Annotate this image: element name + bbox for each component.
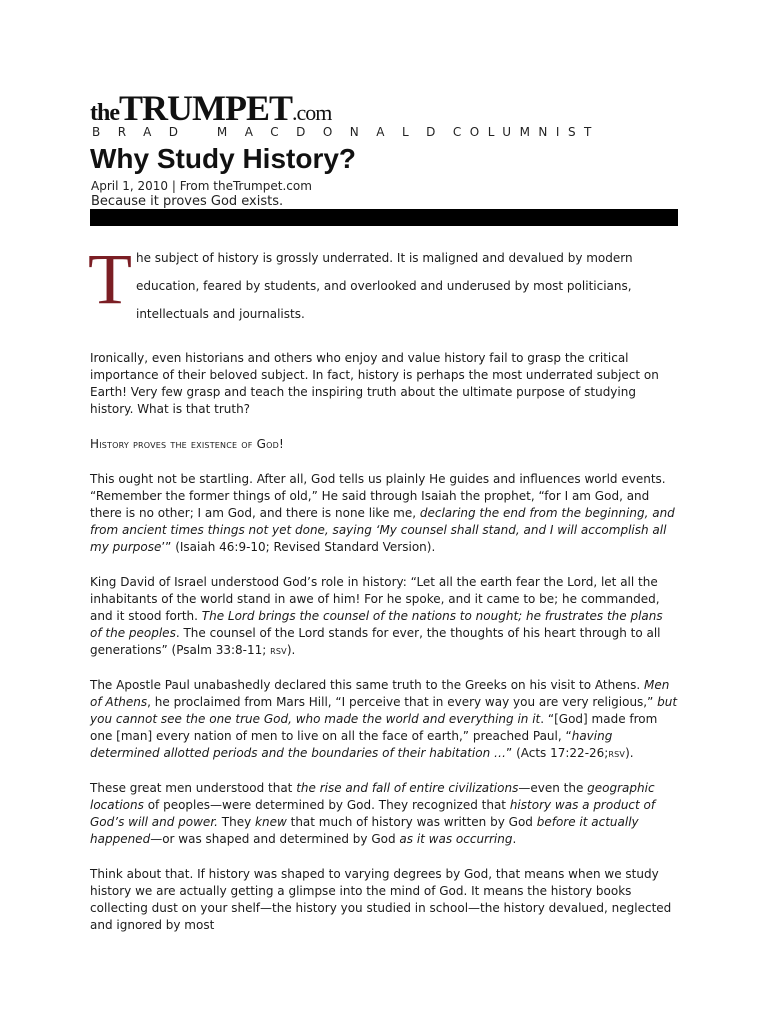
author-byline — [92, 125, 600, 139]
page-title: Why Study History? — [90, 143, 357, 174]
author-name: BRAD MACDONALD — [92, 125, 453, 139]
paragraph-7: Think about that. If history was shaped to varying degrees by God, that means when we study history we are actually getting a glimpse into the mind of God. It means the history books collecting dust on your shelf—the history you studied in school—the history devalued, neglected and ignored by most — [90, 867, 672, 932]
paragraph-4: King David of Israel understood God’s role in history: “Let all the earth fear the Lord, let all the inhabitants of the world stand in awe of him! For he spoke, and it came to be; he commanded, and it stood forth. The Lord brings the counsel of the nations to nought; he frustrates the plans of the peoples. The counsel of the Lord stands for ever, the thoughts of his heart through to all generations” (Psalm 33:8-11; rsv). — [90, 575, 663, 657]
section-heading: History proves the existence of God! — [90, 437, 284, 451]
author-role: COLUMNIST — [452, 125, 600, 139]
paragraph-1: The subject of history is grossly underrated. It is maligned and devalued by modern education, feared by students, and overlooked and underused by most politicians, intellectuals and journalists. — [88, 239, 633, 321]
logo-the: the — [90, 100, 119, 126]
article-meta: April 1, 2010 | From theTrumpet.com — [91, 179, 312, 193]
paragraph-5: The Apostle Paul unabashedly declared this same truth to the Greeks on his visit to Athens. Men of Athens, he proclaimed from Mars Hill, “I perceive that in every way you are very religious,” but you cannot see the one true God, who made the world and everything in it. “[God] made from one [man] every nation of men to live on all the face of earth,” preached Paul, “having determined allotted periods and the boundaries of their habitation …” (Acts 17:22-26;rsv). — [90, 678, 678, 760]
logo-com: .com — [292, 100, 332, 125]
article-subhead: Because it proves God exists. — [91, 194, 284, 209]
logo-name: TRUMPET — [119, 88, 292, 128]
divider-bar — [90, 209, 678, 226]
article-body — [88, 239, 678, 952]
paragraph-2: Ironically, even historians and others who enjoy and value history fail to grasp the critical importance of their beloved subject. In fact, history is perhaps the most underrated subject on Earth! Very few grasp and teach the inspiring truth about the ultimate purpose of studying history. What is that truth? — [90, 351, 659, 416]
paragraph-6: These great men understood that the rise and fall of entire civilizations—even the geographic locations of peoples—were determined by God. They recognized that history was a product of God’s will and power. They knew that much of history was written by God before it actually happened—or was shaped and determined by God as it was occurring. — [90, 781, 656, 846]
paragraph-3: This ought not be startling. After all, God tells us plainly He guides and influences world events. “Remember the former things of old,” He said through Isaiah the prophet, “for I am God, and there is no other; I am God, and there is none like me, declaring the end from the beginning, and from ancient times things not yet done, saying ‘My counsel shall stand, and I will accomplish all my purpose’” (Isaiah 46:9-10; Revised Standard Version). — [90, 472, 675, 554]
trumpet-logo[interactable] — [90, 90, 331, 126]
drop-cap: T — [88, 239, 132, 319]
